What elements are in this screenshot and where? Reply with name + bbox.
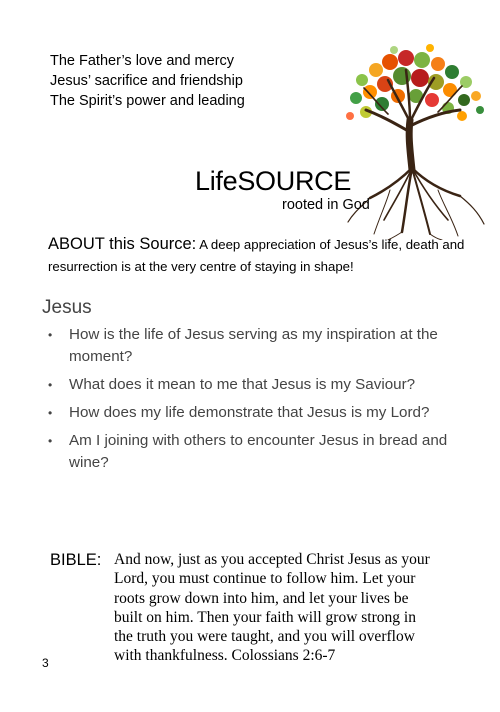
list-item [48, 374, 478, 396]
bible-label: BIBLE: [50, 551, 102, 569]
question-text: How is the life of Jesus serving as my inspiration at the moment? [69, 326, 438, 365]
question-text: What does it mean to me that Jesus is my Saviour? [69, 376, 416, 393]
question-list [48, 324, 478, 480]
verse-line: Lord, you must continue to follow him. Let your [114, 570, 416, 588]
list-item [48, 324, 478, 368]
about-label: ABOUT this Source: [48, 235, 197, 253]
verse-line: roots grow down into him, and let your lives be [114, 589, 409, 607]
page-subtitle: rooted in God [282, 197, 370, 213]
bullet-icon: • [48, 434, 53, 448]
section-heading: Jesus [42, 297, 92, 318]
list-item [48, 402, 478, 424]
verse-line: with thankfulness. Colossians 2:6-7 [114, 647, 336, 665]
intro-lines [50, 51, 245, 111]
page-number: 3 [42, 656, 49, 670]
page-title: LifeSOURCE [195, 166, 352, 196]
question-text: How does my life demonstrate that Jesus is my Lord? [69, 404, 430, 421]
bullet-icon: • [48, 328, 53, 342]
verse-line: built on him. Then your faith will grow strong in [114, 608, 416, 626]
verse-line: And now, just as you accepted Christ Jesus as your [114, 551, 430, 568]
intro-line-jesus: Jesus’ sacrifice and friendship [50, 73, 243, 89]
bullet-icon: • [48, 378, 53, 392]
bible-verse [114, 550, 489, 666]
bullet-icon: • [48, 406, 53, 420]
about-paragraph [48, 233, 478, 278]
question-text: Am I joining with others to encounter Jesus in bread and wine? [69, 432, 448, 471]
about-text: A deep appreciation of Jesus’s life, death and resurrection is at the very centre of staying in shape! [48, 237, 465, 274]
intro-line-spirit: The Spirit’s power and leading [50, 93, 245, 109]
list-item [48, 430, 478, 474]
verse-line: the truth you were taught, and you will overflow [114, 628, 415, 646]
intro-line-father: The Father’s love and mercy [50, 53, 235, 69]
